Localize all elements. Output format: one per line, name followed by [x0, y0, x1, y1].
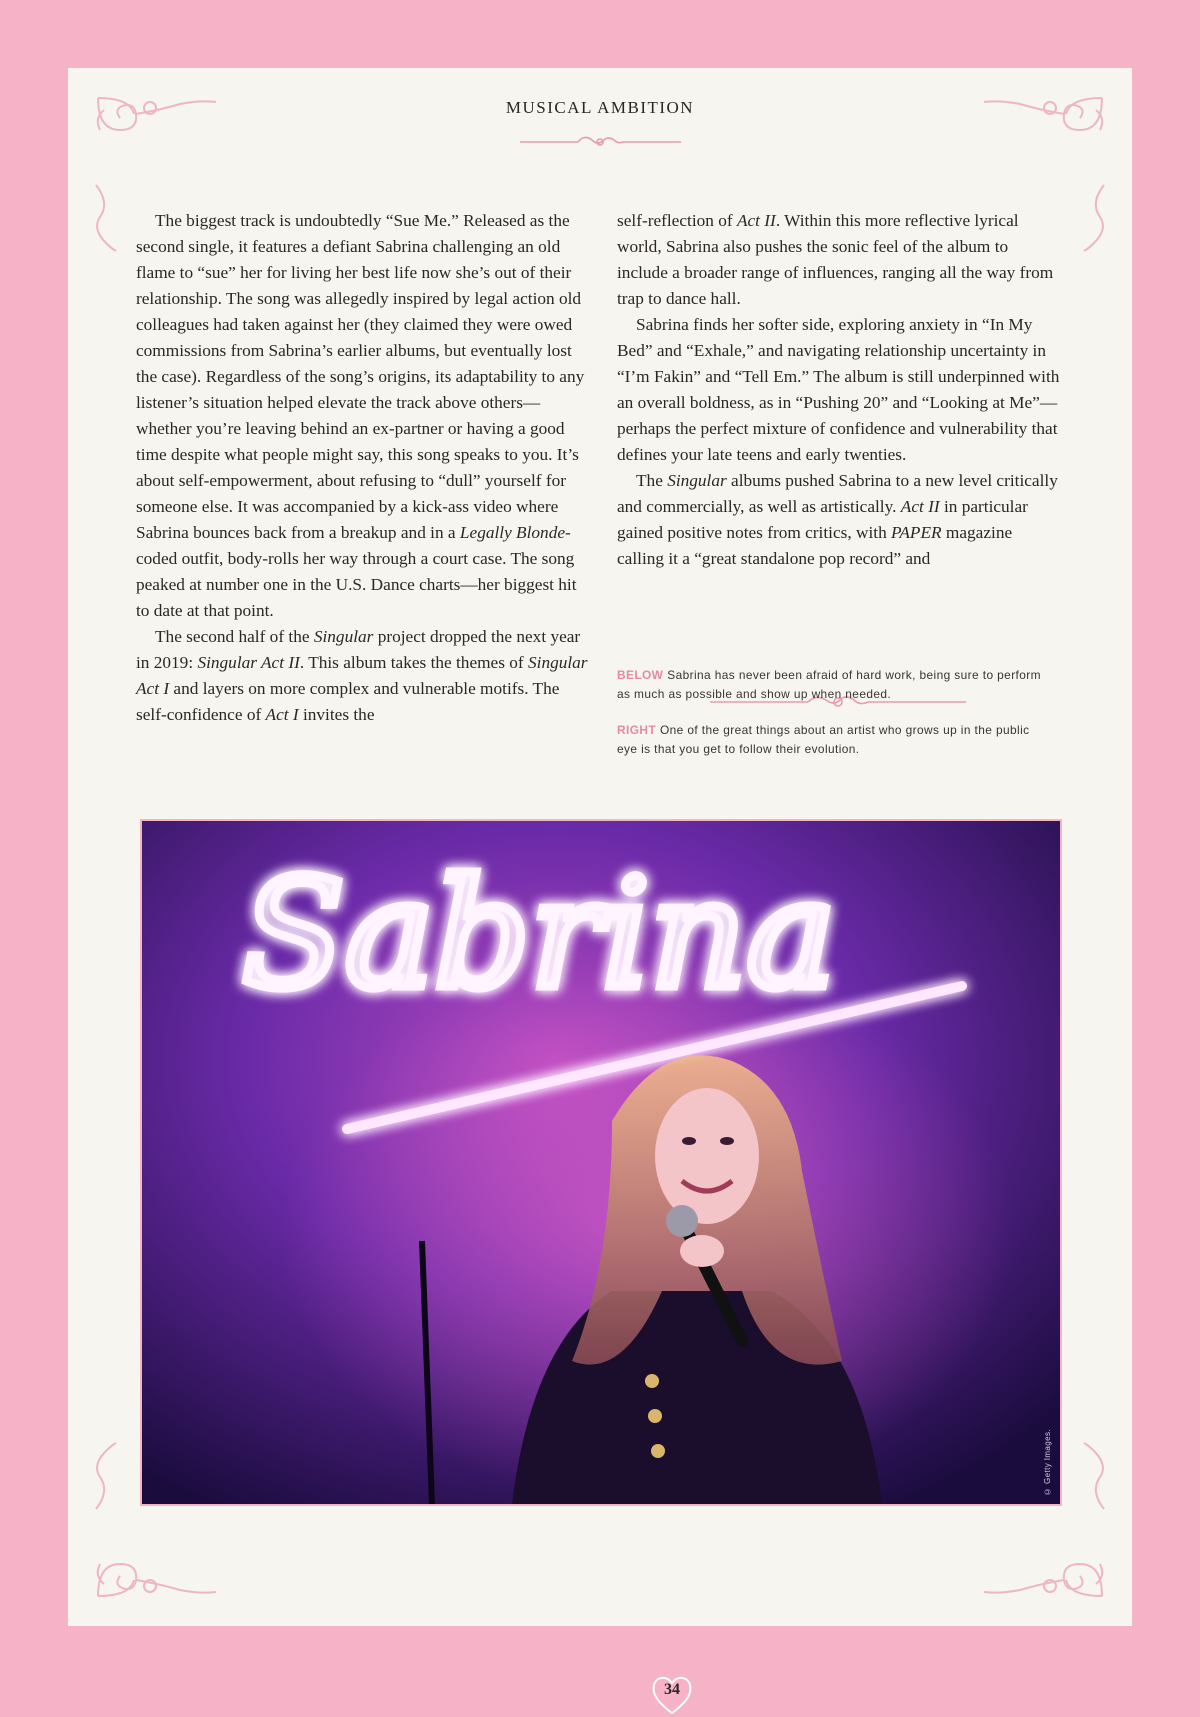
body-paragraph-continued: self-reflection of Act II. Within this more reflective lyrical world, Sabrina also pushes the sonic feel of the album to include a broader range of influences, ranging all the way from trap to dance hall.	[617, 211, 1054, 308]
running-head: MUSICAL AMBITION	[505, 98, 695, 117]
body-paragraph: The biggest track is undoubtedly “Sue Me.” Released as the second single, it features a defiant Sabrina challenging an old flame to “sue” her for living her best life now she’s out of their relationship. The song was allegedly inspired by legal action old colleagues had taken against her (they claimed they were owed commissions from Sabrina’s earlier albums, but eventually lost the case). Regardless of the song’s origins, its adaptability to any listener’s situation helped elevate the track above others—whether you’re leaving behind an ex-partner or having a good time despite what people might say, this song speaks to you. It’s about self-empowerment, about refusing to “dull” yourself for someone else. It was accompanied by a kick-ass video where Sabrina bounces back from a breakup and in a Legally Blonde-coded outfit, body-rolls her way through a court case. The song peaked at number one in the U.S. Dance charts—her biggest hit to date at that point.	[136, 211, 585, 620]
body-column-left	[136, 208, 588, 728]
corner-ornament-icon	[980, 1524, 1110, 1604]
side-flourish-icon	[1080, 183, 1110, 253]
page	[68, 68, 1132, 1698]
photo-caption-right	[617, 721, 1047, 759]
side-flourish-icon	[90, 183, 120, 253]
side-flourish-icon	[90, 1441, 120, 1511]
photo-credit: © Getty Images.	[1043, 1428, 1052, 1496]
corner-ornament-icon	[90, 1524, 220, 1604]
body-paragraph: The Singular albums pushed Sabrina to a new level critically and commercially, as well as artistically. Act II in particular gained positive notes from critics, with PAPER magazine calling it a “great standalone pop record” and	[617, 471, 1058, 568]
caption-label: RIGHT	[617, 723, 656, 737]
page-number-badge	[650, 1673, 694, 1717]
header-flourish-icon	[518, 132, 683, 152]
neon-sign-text: Sabrina	[242, 848, 836, 1022]
caption-text: One of the great things about an artist who grows up in the public eye is that you get to follow their evolution.	[617, 723, 1030, 756]
page-number: 34	[664, 1681, 680, 1698]
side-flourish-icon	[1080, 1441, 1110, 1511]
body-column-right	[617, 208, 1062, 572]
body-paragraph: The second half of the Singular project dropped the next year in 2019: Singular Act II. This album takes the themes of Singular Act I and layers on more complex and vulnerable motifs. The self-confidence of Act I invites the	[136, 627, 588, 724]
caption-label: BELOW	[617, 668, 664, 682]
caption-text: Sabrina has never been afraid of hard work, being sure to perform as much as possible and show up when needed.	[617, 668, 1041, 701]
photo-caption-below	[617, 666, 1047, 704]
body-paragraph: Sabrina finds her softer side, exploring anxiety in “In My Bed” and “Exhale,” and navigating relationship uncertainty in “I’m Fakin” and “Tell Em.” The album is still underpinned with an overall boldness, as in “Pushing 20” and “Looking at Me”—perhaps the perfect mixture of confidence and vulnerability that defines your late teens and early twenties.	[617, 315, 1060, 464]
concert-photo	[140, 819, 1062, 1506]
